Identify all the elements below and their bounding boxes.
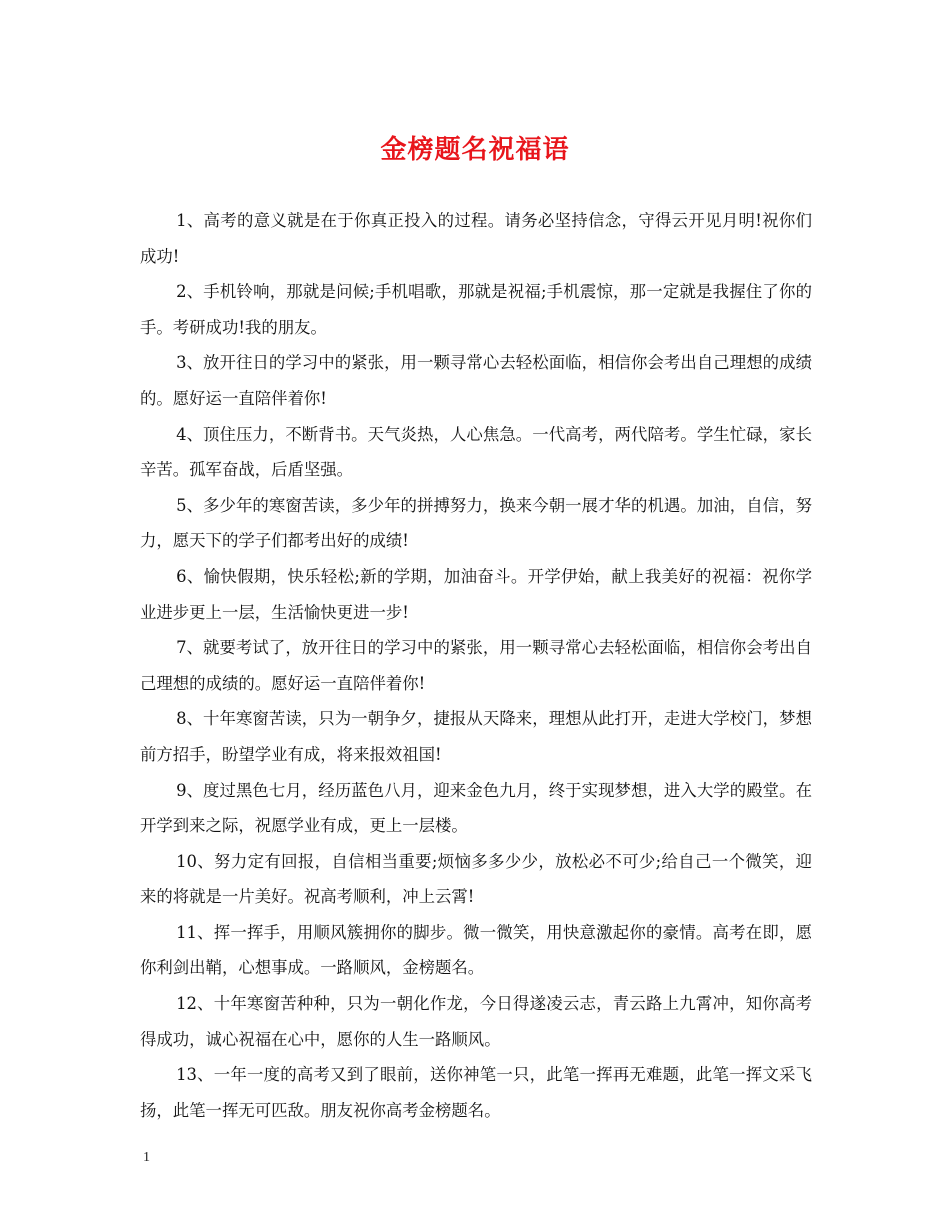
paragraph-10: 10、努力定有回报，自信相当重要;烦恼多多少少，放松必不可少;给自己一个微笑，迎来的将就是一片美好。祝高考顺利，冲上云霄! [140,851,812,907]
paragraph-8: 8、十年寒窗苦读，只为一朝争夕，捷报从天降来，理想从此打开，走进大学校门，梦想前方招手，盼望学业有成，将来报效祖国! [140,709,812,764]
paragraph-6: 6、愉快假期，快乐轻松;新的学期，加油奋斗。开学伊始，献上我美好的祝福：祝你学业进步更上一层，生活愉快更进一步! [140,566,812,622]
paragraph-7: 7、就要考试了，放开往日的学习中的紧张，用一颗寻常心去轻松面临，相信你会考出自己理想的成绩的。愿好运一直陪伴着你! [140,638,812,693]
paragraph-4: 4、顶住压力，不断背书。天气炎热，人心焦急。一代高考，两代陪考。学生忙碌，家长辛苦。孤军奋战，后盾坚强。 [140,424,812,480]
paragraph-9: 9、度过黑色七月，经历蓝色八月，迎来金色九月，终于实现梦想，进入大学的殿堂。在开学到来之际，祝愿学业有成，更上一层楼。 [140,780,812,836]
paragraph-3: 3、放开往日的学习中的紧张，用一颗寻常心去轻松面临，相信你会考出自己理想的成绩的。愿好运一直陪伴着你! [140,353,812,408]
paragraph-12: 12、十年寒窗苦种种，只为一朝化作龙，今日得遂凌云志，青云路上九霄冲，知你高考得成功，诚心祝福在心中，愿你的人生一路顺风。 [140,994,812,1049]
paragraph-13: 13、一年一度的高考又到了眼前，送你神笔一只，此笔一挥再无难题，此笔一挥文采飞扬，此笔一挥无可匹敌。朋友祝你高考金榜题名。 [140,1065,812,1120]
paragraph-5: 5、多少年的寒窗苦读，多少年的拼搏努力，换来今朝一展才华的机遇。加油，自信，努力，愿天下的学子们都考出好的成绩! [140,495,812,551]
document-body [140,203,812,1128]
page-number: 1 [143,1150,150,1165]
document-title: 金榜题名祝福语 [380,135,570,165]
paragraph-11: 11、挥一挥手，用顺风簇拥你的脚步。微一微笑，用快意激起你的豪情。高考在即，愿你利剑出鞘，心想事成。一路顺风，金榜题名。 [140,922,812,978]
paragraph-1: 1、高考的意义就是在于你真正投入的过程。请务必坚持信念，守得云开见月明!祝你们成功! [140,211,812,266]
paragraph-2: 2、手机铃响，那就是问候;手机唱歌，那就是祝福;手机震惊，那一定就是我握住了你的手。考研成功!我的朋友。 [140,282,812,337]
